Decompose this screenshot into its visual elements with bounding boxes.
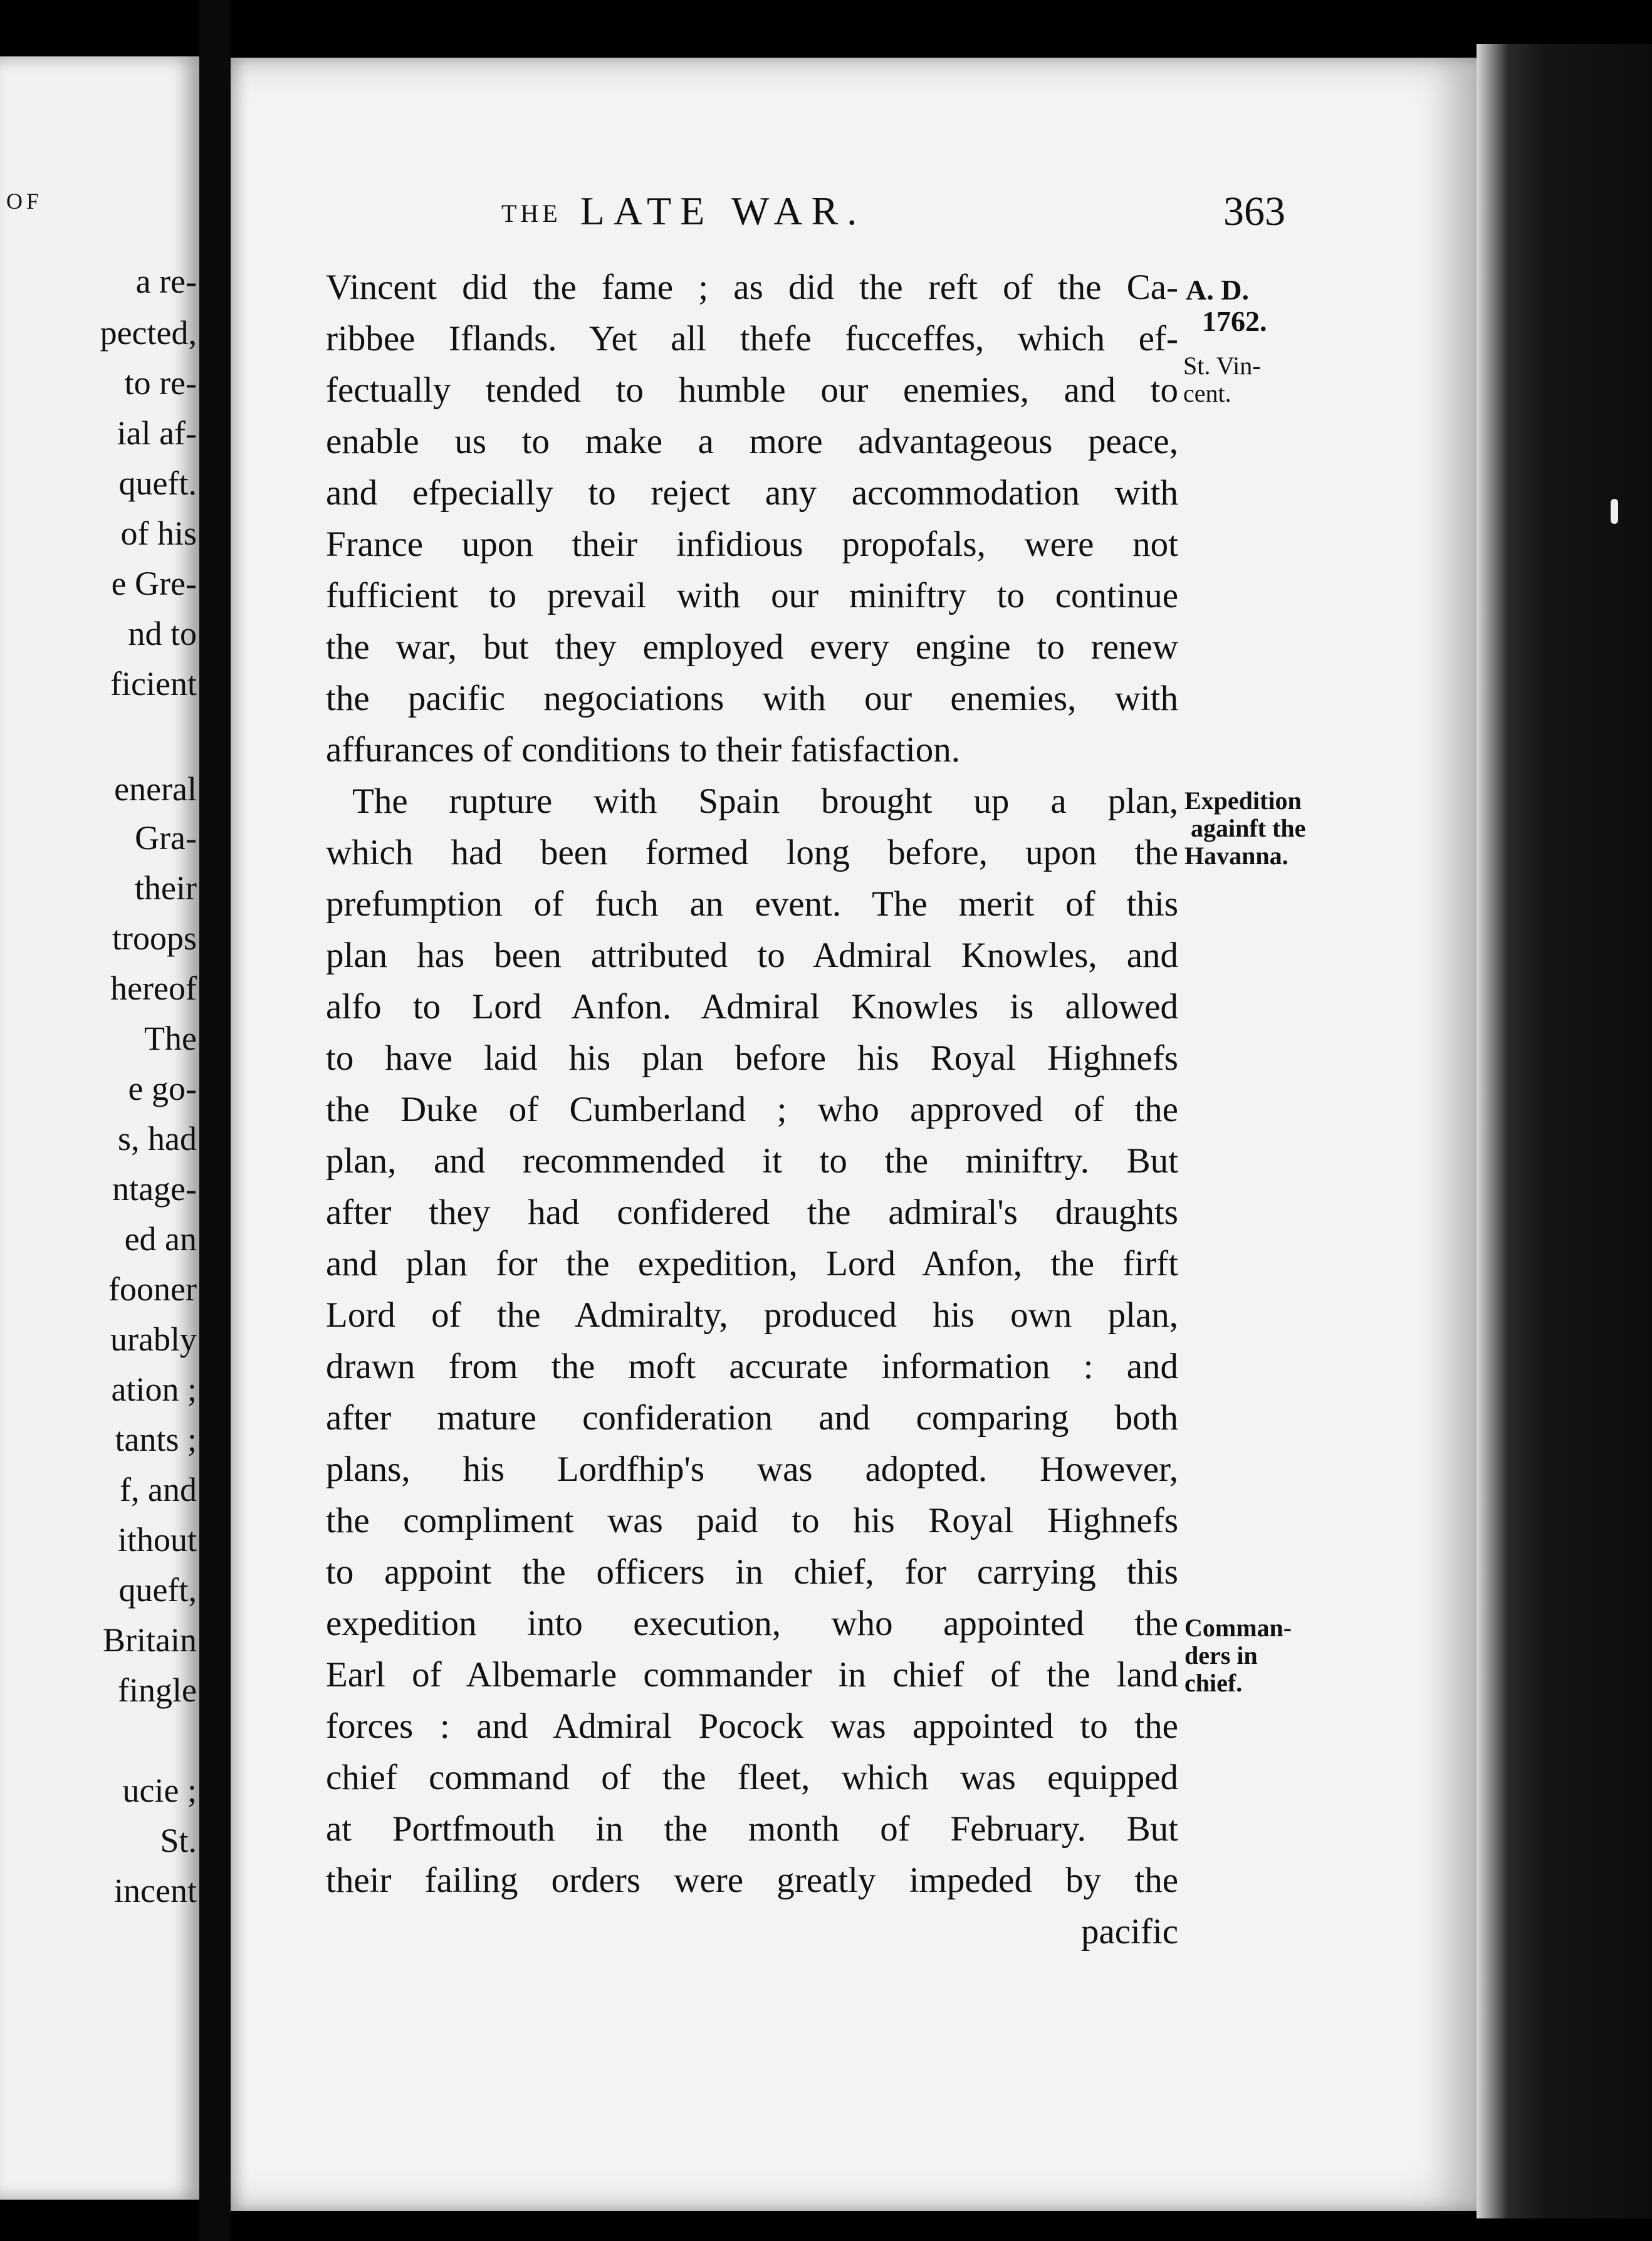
left-page-line: ucie ; <box>122 1772 197 1809</box>
margin-note-line: ders in <box>1184 1641 1258 1669</box>
left-page-line: of his <box>120 515 197 552</box>
text-line: affurances of conditions to their fatisfaction. <box>326 730 960 770</box>
left-page-line: fingle <box>118 1671 197 1709</box>
text-line: forces : and Admiral Pocock was appointed to the <box>326 1706 1178 1746</box>
running-header <box>501 188 865 234</box>
margin-note-line: Expedition <box>1184 786 1302 815</box>
left-page-line: The <box>144 1020 197 1057</box>
page-edge-shadow <box>1477 44 1652 2218</box>
page-edge-mark <box>1611 499 1618 524</box>
text-line: plan, and recommended it to the miniftry. But <box>326 1141 1178 1181</box>
text-line: to appoint the officers in chief, for carrying this <box>326 1552 1178 1592</box>
text-line: alfo to Lord Anfon. Admiral Knowles is allowed <box>326 987 1178 1026</box>
header-title: LATE WAR. <box>580 189 866 233</box>
text-line: Vincent did the fame ; as did the reft of the Ca- <box>326 268 1178 307</box>
text-line: and plan for the expedition, Lord Anfon, the firft <box>326 1244 1178 1283</box>
left-page-line: ial af- <box>117 414 197 452</box>
left-page-line: Britain <box>103 1621 197 1659</box>
left-page-line: eneral <box>114 770 197 808</box>
left-page-line: queft. <box>118 464 197 502</box>
left-page-line: queft, <box>118 1571 197 1609</box>
left-page-line: their <box>135 869 197 907</box>
margin-note-line: St. Vin- <box>1183 352 1261 380</box>
left-page-line: ithout <box>117 1521 197 1559</box>
margin-note-year <box>1186 274 1267 337</box>
left-page-line: e go- <box>128 1070 197 1107</box>
left-page-line: fooner <box>108 1270 197 1308</box>
text-line: the compliment was paid to his Royal Highnefs <box>326 1501 1178 1540</box>
book-gutter <box>199 0 231 2241</box>
left-page-line: incent <box>114 1872 197 1909</box>
text-line: and efpecially to reject any accommodation with <box>326 473 1178 513</box>
text-line: plans, his Lordfhip's was adopted. However, <box>326 1450 1178 1489</box>
left-page-line: a re- <box>135 263 197 300</box>
margin-note-line: A. D. <box>1186 274 1249 306</box>
catchword: pacific <box>1080 1912 1178 1951</box>
margin-note-line: cent. <box>1183 379 1231 407</box>
margin-note-commanders <box>1184 1614 1292 1697</box>
text-line: to have laid his plan before his Royal Highnefs <box>326 1038 1178 1078</box>
left-page-line: St. <box>160 1822 197 1859</box>
text-line: France upon their infidious propofals, were not <box>326 525 1178 564</box>
text-line: prefumption of fuch an event. The merit of this <box>326 884 1178 924</box>
left-page-line: Gra- <box>135 819 197 857</box>
left-page-line: pected, <box>100 314 197 352</box>
left-page-line: urably <box>110 1320 197 1358</box>
margin-note-line: Havanna. <box>1184 842 1289 870</box>
text-line: their failing orders were greatly impeded by the <box>326 1861 1178 1900</box>
left-page-line: ed an <box>124 1220 197 1258</box>
margin-note-st-vincent <box>1183 352 1261 407</box>
margin-note-line: chief. <box>1184 1669 1243 1697</box>
left-page-fragment <box>0 56 199 2200</box>
page-number: 363 <box>1223 189 1285 234</box>
text-line: after mature confideration and comparing both <box>326 1398 1178 1438</box>
text-line: ribbee Iflands. Yet all thefe fucceffes, which ef- <box>326 319 1178 358</box>
body-text <box>326 262 1178 1958</box>
text-line: Lord of the Admiralty, produced his own plan, <box>326 1295 1178 1335</box>
left-page-line: ation ; <box>111 1371 197 1408</box>
text-line: the pacific negociations with our enemies, with <box>326 679 1178 718</box>
margin-note-line: 1762. <box>1202 305 1267 337</box>
text-line: chief command of the fleet, which was equipped <box>326 1758 1178 1797</box>
text-line: after they had confidered the admiral's draughts <box>326 1193 1178 1232</box>
margin-note-line: againft the <box>1191 814 1306 842</box>
margin-note-expedition <box>1184 787 1305 870</box>
text-line: fectually tended to humble our enemies, and to <box>326 370 1178 410</box>
text-line: drawn from the moft accurate information : and <box>326 1347 1178 1386</box>
left-page-line: nd to <box>128 615 197 652</box>
text-line: the war, but they employed every engine to renew <box>326 627 1178 667</box>
text-line: plan has been attributed to Admiral Knowles, and <box>326 936 1178 975</box>
text-line: at Portfmouth in the month of February. But <box>326 1809 1178 1849</box>
text-line: expedition into execution, who appointed the <box>326 1604 1178 1643</box>
left-page-line: hereof <box>110 969 197 1007</box>
left-page-line: troops <box>112 919 197 957</box>
text-line: the Duke of Cumberland ; who approved of the <box>326 1090 1178 1129</box>
paragraph-start: The rupture with Spain brought up a plan, <box>352 781 1178 821</box>
text-line: which had been formed long before, upon the <box>326 833 1178 872</box>
left-page-line: e Gre- <box>111 565 197 602</box>
text-line: enable us to make a more advantageous peace, <box>326 422 1178 461</box>
left-page-line: ntage- <box>112 1170 197 1208</box>
text-line: Earl of Albemarle commander in chief of the land <box>326 1655 1178 1695</box>
left-page-line: f, and <box>120 1471 197 1508</box>
left-page-line: ficient <box>110 665 197 703</box>
left-page-line: s, had <box>118 1120 197 1157</box>
left-page-line: OF <box>6 189 43 214</box>
left-page-line: to re- <box>124 364 197 402</box>
text-line: fufficient to prevail with our miniftry to continue <box>326 576 1178 615</box>
left-page-line: tants ; <box>115 1421 197 1458</box>
header-prefix: THE <box>501 199 562 227</box>
margin-note-line: Comman- <box>1184 1614 1292 1642</box>
